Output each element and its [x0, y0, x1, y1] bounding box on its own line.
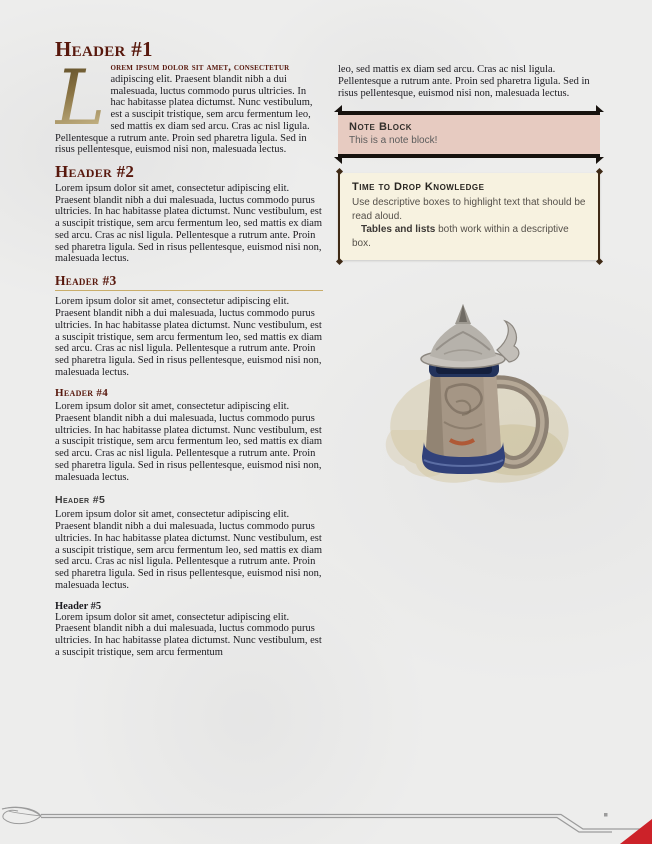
note-block-body: This is a note block!	[349, 135, 438, 147]
section-5-paragraph: Lorem ipsum dolor sit amet, consectetur adipiscing elit. Praesent blandit nibh a dui malesuada, luctus commodo purus ultricies. In hac habitasse platea dictumst. Nunc vestibulum, est a suscipit tristique, sem arcu fermentum leo, sed mattis ex diam sed arcu. Cras ac nisl ligula. Pellentesque a rutrum ante. Proin sed pharetra ligula. Sed in risus pellentesque, euismod nisi non, malesuada lectus.	[55, 509, 323, 591]
descriptive-corner-finial	[335, 168, 342, 175]
note-corner-ornament	[596, 105, 604, 112]
note-block	[338, 111, 600, 158]
note-corner-ornament	[334, 157, 342, 164]
descriptive-box-line2-bold: Tables and lists	[361, 224, 436, 236]
descriptive-corner-finial	[595, 258, 602, 265]
section-3-paragraph: Lorem ipsum dolor sit amet, consectetur adipiscing elit. Praesent blandit nibh a dui malesuada, luctus commodo purus ultricies. In hac habitasse platea dictumst. Nunc vestibulum, est a suscipit tristique, sem arcu fermentum leo, sed mattis ex diam sed arcu. Cras ac nisl ligula. Pellentesque a rutrum ante. Proin sed pharetra ligula. Sed in risus pellentesque, euismod nisi non, malesuada lectus.	[55, 296, 323, 378]
column-overflow-paragraph: leo, sed mattis ex diam sed arcu. Cras ac nisl ligula. Pellentesque a rutrum ante. Proin sed pharetra ligula. Sed in risus pellentesque, euismod nisi non, malesuada lectus.	[338, 64, 590, 99]
section-4-paragraph: Lorem ipsum dolor sit amet, consectetur adipiscing elit. Praesent blandit nibh a dui malesuada, luctus commodo purus ultricies. In hac habitasse platea dictumst. Nunc vestibulum, est a suscipit tristique, sem arcu fermentum leo, sed mattis ex diam sed arcu. Cras ac nisl ligula. Pellentesque a rutrum ante. Proin sed pharetra ligula. Sed in risus pellentesque, euismod nisi non, malesuada lectus.	[55, 401, 323, 483]
right-column	[338, 38, 600, 659]
descriptive-box-line2-rest: both work within a descriptive box.	[352, 224, 569, 249]
footer-ornament	[0, 804, 652, 844]
header-1: Header #1	[55, 37, 153, 61]
note-block-title: Note Block	[349, 121, 413, 134]
intro-first-line: orem ipsum dolor sit amet, consectetur	[110, 62, 290, 74]
note-corner-ornament	[334, 105, 342, 112]
descriptive-box-line2	[352, 223, 586, 250]
corner-red-triangle	[620, 819, 652, 844]
beer-stein-svg	[370, 280, 580, 492]
header-4: Header #4	[55, 386, 109, 399]
note-corner-ornament	[596, 157, 604, 164]
header-3: Header #3	[55, 274, 323, 291]
header-2: Header #2	[55, 162, 135, 182]
beer-stein-illustration	[338, 280, 600, 492]
header-5: Header #5	[55, 494, 106, 507]
descriptive-corner-finial	[595, 168, 602, 175]
footer-dot	[604, 813, 608, 817]
header-5-bold: Header #5	[55, 600, 102, 612]
section-6-paragraph-truncated: Lorem ipsum dolor sit amet, consectetur adipiscing elit. Praesent blandit nibh a dui malesuada, luctus commodo purus ultricies. In hac habitasse platea dictumst. Nunc vestibulum, est a suscipit tristique, sem arcu fermentum	[55, 611, 322, 658]
descriptive-box	[338, 173, 600, 260]
intro-paragraph-rest: adipiscing elit. Praesent blandit nibh a dui malesuada, luctus commodo purus ultricies. In hac habitasse platea dictumst. Nunc vestibulum, est a suscipit tristique, sem arcu fermentum leo, sed mattis ex diam sed arcu. Cras ac nisl ligula. Pellentesque a rutrum ante. Proin sed pharetra ligula. Sed in risus pellentesque, euismod nisi non, malesuada lectus.	[55, 73, 313, 156]
descriptive-box-title: Time to Drop Knowledge	[352, 181, 485, 194]
descriptive-corner-finial	[335, 258, 342, 265]
drop-cap-letter: L	[55, 62, 110, 127]
intro-paragraph	[55, 53, 323, 156]
descriptive-box-line1: Use descriptive boxes to highlight text that should be read aloud.	[352, 197, 586, 222]
left-column	[55, 38, 323, 659]
section-2-paragraph: Lorem ipsum dolor sit amet, consectetur adipiscing elit. Praesent blandit nibh a dui malesuada, luctus commodo purus ultricies. In hac habitasse platea dictumst. Nunc vestibulum, est a suscipit tristique, sem arcu fermentum leo, sed mattis ex diam sed arcu. Cras ac nisl ligula. Pellentesque a rutrum ante. Proin sed pharetra ligula. Sed in risus pellentesque, euismod nisi non, malesuada lectus.	[55, 182, 323, 265]
